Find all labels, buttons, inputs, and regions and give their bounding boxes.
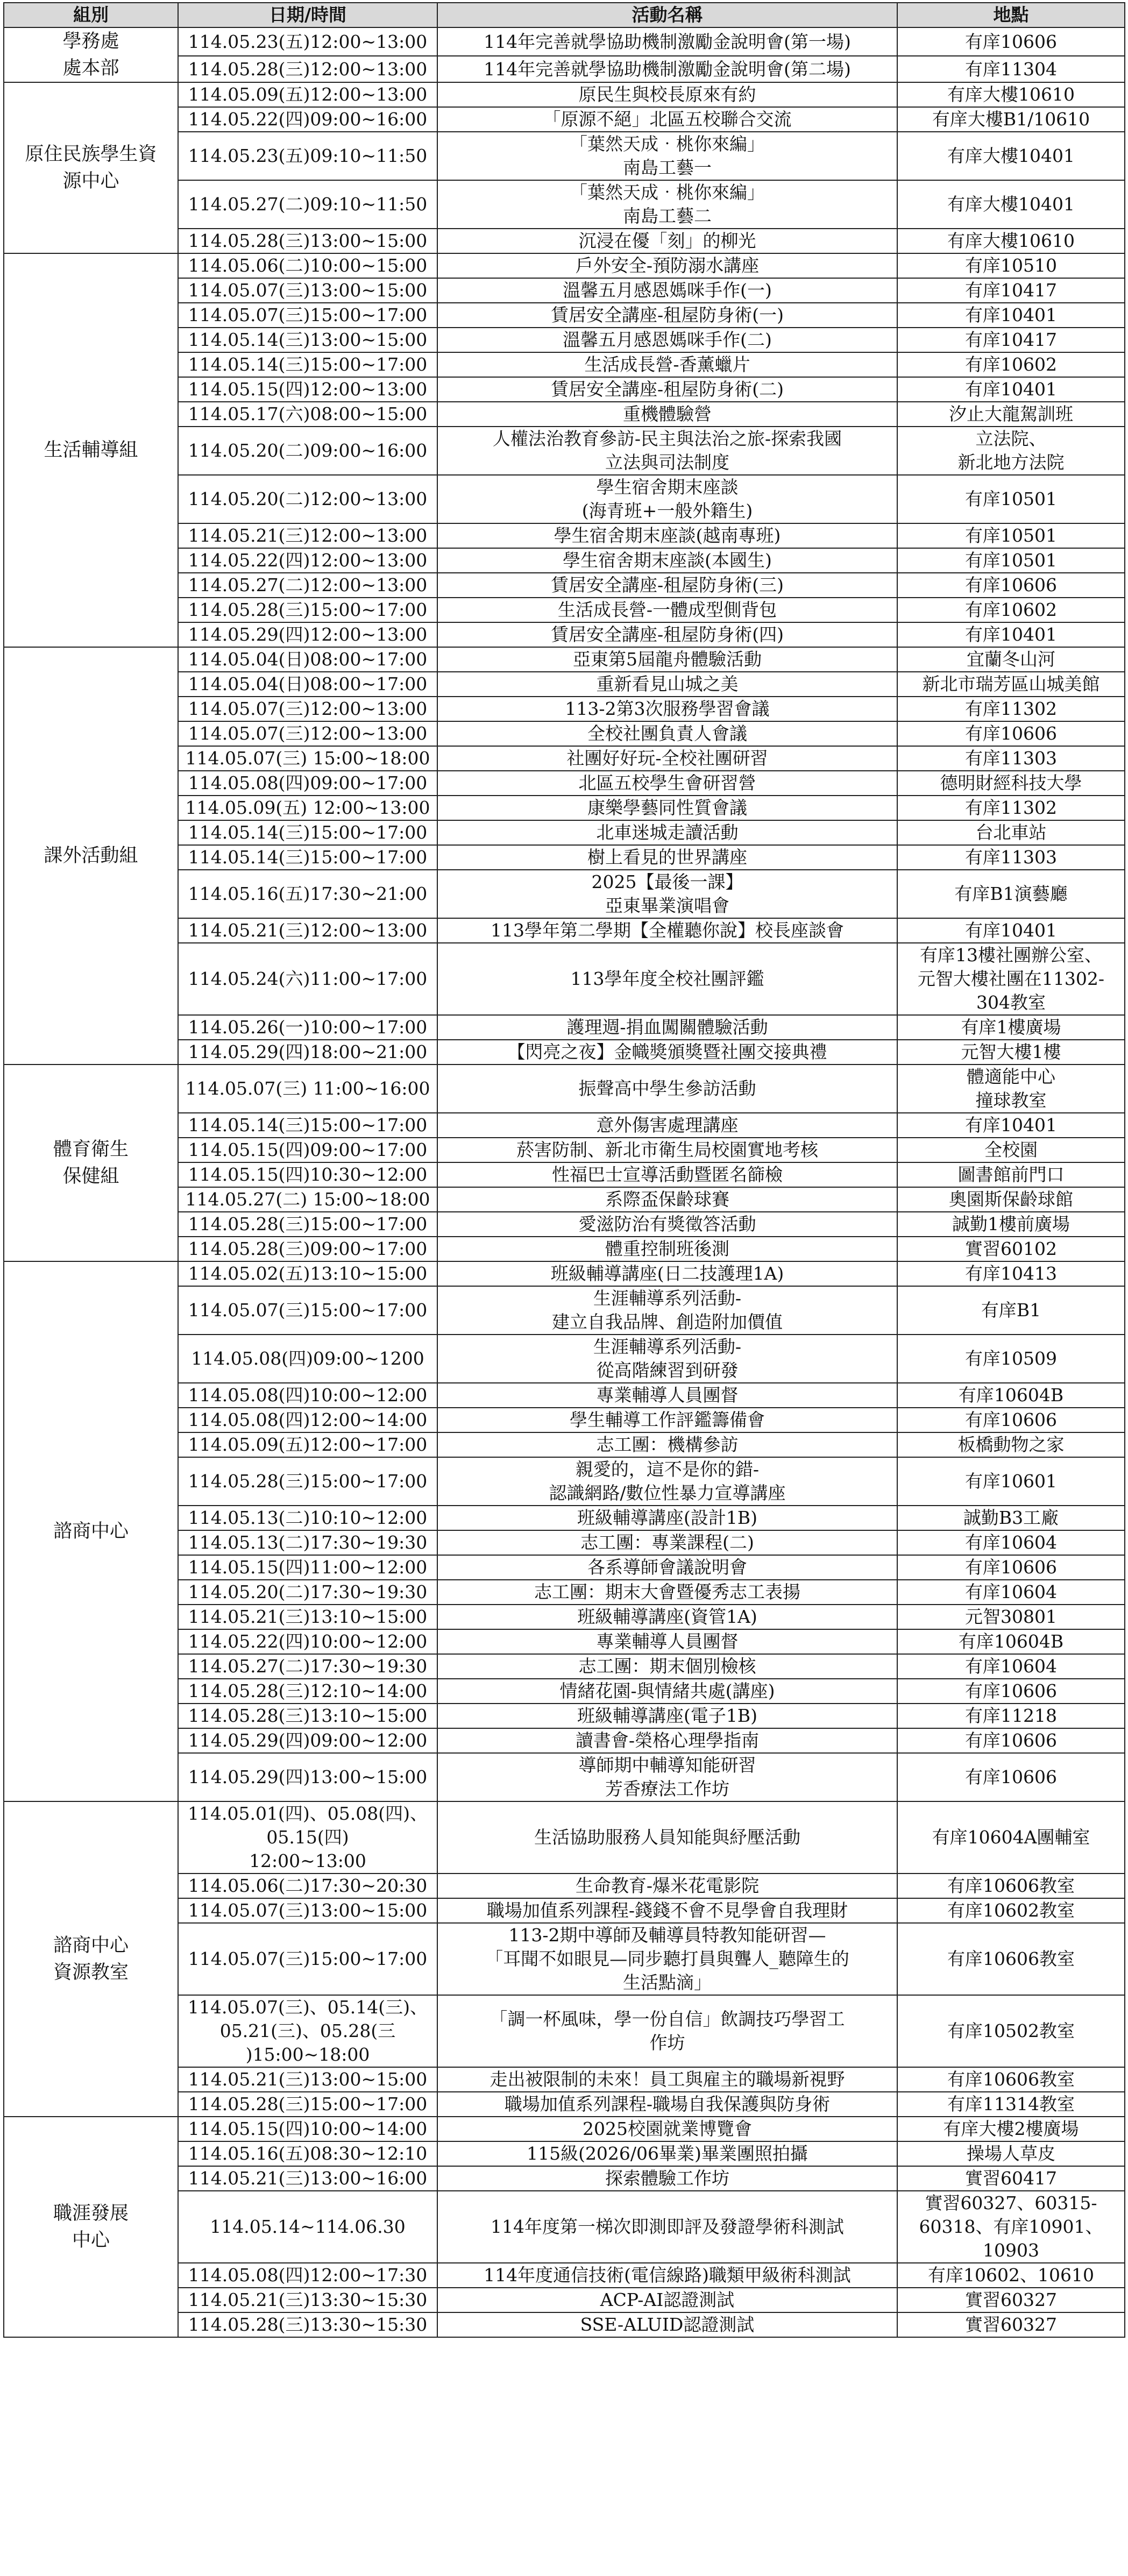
date-time-cell: 114.05.13(二)17:30~19:30 — [178, 1530, 437, 1555]
event-name-cell: 「葉然天成‧桃你來編」 南島工藝二 — [437, 180, 897, 229]
header-location: 地點 — [897, 3, 1125, 27]
event-name-cell: 【閃亮之夜】金幟獎頒獎暨社團交接典禮 — [437, 1040, 897, 1065]
event-name-cell: 各系導師會議說明會 — [437, 1555, 897, 1580]
location-cell: 有庠10604 — [897, 1530, 1125, 1555]
date-time-cell: 114.05.28(三)15:00~17:00 — [178, 2092, 437, 2117]
date-time-cell: 114.05.07(三)13:00~15:00 — [178, 1898, 437, 1923]
date-time-cell: 114.05.16(五)17:30~21:00 — [178, 870, 437, 918]
location-cell: 有庠11302 — [897, 697, 1125, 721]
location-cell: 有庠大樓10401 — [897, 132, 1125, 180]
date-time-cell: 114.05.28(三)15:00~17:00 — [178, 1212, 437, 1237]
date-time-cell: 114.05.29(四)18:00~21:00 — [178, 1040, 437, 1065]
event-name-cell: ACP-AI認證測試 — [437, 2288, 897, 2312]
location-cell: 有庠10602 — [897, 598, 1125, 622]
date-time-cell: 114.05.07(三)、05.14(三)、 05.21(三)、05.28(三 )15:00~18:00 — [178, 1995, 437, 2067]
event-name-cell: 賃居安全講座-租屋防身術(二) — [437, 377, 897, 402]
location-cell: 有庠10413 — [897, 1261, 1125, 1286]
date-time-cell: 114.05.07(三)15:00~17:00 — [178, 303, 437, 328]
event-name-cell: 振聲高中學生參訪活動 — [437, 1065, 897, 1113]
event-name-cell: 113-2期中導師及輔導員特教知能研習— 「耳聞不如眼見—同步聽打員與聾人_聽障生的 生活點滴」 — [437, 1923, 897, 1995]
table-row — [4, 1261, 1125, 1286]
location-cell: 有庠10604 — [897, 1580, 1125, 1605]
date-time-cell: 114.05.07(三) 11:00~16:00 — [178, 1065, 437, 1113]
table-row — [4, 647, 1125, 672]
date-time-cell: 114.05.06(二)10:00~15:00 — [178, 253, 437, 278]
date-time-cell: 114.05.24(六)11:00~17:00 — [178, 943, 437, 1015]
event-name-cell: 親愛的，這不是你的錯- 認識網路/數位性暴力宣導講座 — [437, 1457, 897, 1506]
date-time-cell: 114.05.21(三)12:00~13:00 — [178, 523, 437, 548]
event-name-cell: 生活成長營-一體成型側背包 — [437, 598, 897, 622]
date-time-cell: 114.05.09(五)12:00~13:00 — [178, 82, 437, 107]
location-cell: 有庠10606 — [897, 27, 1125, 56]
date-time-cell: 114.05.29(四)13:00~15:00 — [178, 1753, 437, 1801]
date-time-cell: 114.05.08(四)12:00~17:30 — [178, 2263, 437, 2288]
location-cell: 有庠11218 — [897, 1704, 1125, 1728]
date-time-cell: 114.05.16(五)08:30~12:10 — [178, 2141, 437, 2166]
event-name-cell: 「調一杯風味，學一份自信」飲調技巧學習工 作坊 — [437, 1995, 897, 2067]
date-time-cell: 114.05.20(二)12:00~13:00 — [178, 475, 437, 523]
location-cell: 新北市瑞芳區山城美館 — [897, 672, 1125, 697]
event-name-cell: 班級輔導講座(日二技護理1A) — [437, 1261, 897, 1286]
location-cell: 有庠10606 — [897, 1728, 1125, 1753]
location-cell: 有庠10606 — [897, 1753, 1125, 1801]
date-time-cell: 114.05.27(二)17:30~19:30 — [178, 1654, 437, 1679]
location-cell: 有庠10401 — [897, 622, 1125, 647]
event-name-cell: 溫馨五月感恩媽咪手作(二) — [437, 328, 897, 352]
date-time-cell: 114.05.04(日)08:00~17:00 — [178, 672, 437, 697]
event-name-cell: 讀書會-榮格心理學指南 — [437, 1728, 897, 1753]
date-time-cell: 114.05.08(四)12:00~14:00 — [178, 1408, 437, 1432]
table-row — [4, 1801, 1125, 1874]
event-name-cell: 專業輔導人員團督 — [437, 1383, 897, 1408]
event-name-cell: 走出被限制的未來！員工與雇主的職場新視野 — [437, 2067, 897, 2092]
date-time-cell: 114.05.15(四)09:00~17:00 — [178, 1138, 437, 1162]
location-cell: 立法院、 新北地方法院 — [897, 427, 1125, 475]
date-time-cell: 114.05.09(五) 12:00~13:00 — [178, 796, 437, 820]
event-name-cell: 護理週-捐血闖關體驗活動 — [437, 1015, 897, 1040]
date-time-cell: 114.05.07(三)12:00~13:00 — [178, 697, 437, 721]
date-time-cell: 114.05.21(三)13:00~15:00 — [178, 2067, 437, 2092]
location-cell: 有庠10502教室 — [897, 1995, 1125, 2067]
date-time-cell: 114.05.14~114.06.30 — [178, 2191, 437, 2263]
date-time-cell: 114.05.07(三)15:00~17:00 — [178, 1923, 437, 1995]
event-name-cell: 意外傷害處理講座 — [437, 1113, 897, 1138]
date-time-cell: 114.05.14(三)13:00~15:00 — [178, 328, 437, 352]
event-name-cell: 情緒花園-與情緒共處(講座) — [437, 1679, 897, 1704]
table-body — [4, 27, 1125, 2337]
date-time-cell: 114.05.06(二)17:30~20:30 — [178, 1874, 437, 1898]
location-cell: 有庠10606 — [897, 1679, 1125, 1704]
location-cell: 有庠10604A團輔室 — [897, 1801, 1125, 1874]
group-name-cell: 諮商中心 資源教室 — [4, 1801, 178, 2117]
date-time-cell: 114.05.08(四)09:00~1200 — [178, 1335, 437, 1383]
location-cell: 有庠10401 — [897, 303, 1125, 328]
location-cell: 有庠10602 — [897, 352, 1125, 377]
event-name-cell: 系際盃保齡球賽 — [437, 1187, 897, 1212]
date-time-cell: 114.05.29(四)09:00~12:00 — [178, 1728, 437, 1753]
event-name-cell: 導師期中輔導知能研習 芳香療法工作坊 — [437, 1753, 897, 1801]
table-row — [4, 253, 1125, 278]
date-time-cell: 114.05.08(四)09:00~17:00 — [178, 771, 437, 796]
group-name-cell: 學務處 處本部 — [4, 27, 178, 82]
date-time-cell: 114.05.07(三)13:00~15:00 — [178, 278, 437, 303]
event-name-cell: 樹上看見的世界講座 — [437, 845, 897, 870]
location-cell: 有庠1樓廣場 — [897, 1015, 1125, 1040]
event-name-cell: 賃居安全講座-租屋防身術(四) — [437, 622, 897, 647]
date-time-cell: 114.05.20(二)09:00~16:00 — [178, 427, 437, 475]
event-name-cell: 職場加值系列課程-職場自我保護與防身術 — [437, 2092, 897, 2117]
location-cell: 汐止大龍駕訓班 — [897, 402, 1125, 427]
location-cell: 有庠10417 — [897, 328, 1125, 352]
event-name-cell: 生活協助服務人員知能與紓壓活動 — [437, 1801, 897, 1874]
location-cell: 有庠10606 — [897, 721, 1125, 746]
date-time-cell: 114.05.14(三)15:00~17:00 — [178, 1113, 437, 1138]
location-cell: 宜蘭冬山河 — [897, 647, 1125, 672]
date-time-cell: 114.05.20(二)17:30~19:30 — [178, 1580, 437, 1605]
event-name-cell: 學生宿舍期末座談 (海青班+一般外籍生) — [437, 475, 897, 523]
location-cell: 板橋動物之家 — [897, 1432, 1125, 1457]
location-cell: 有庠10510 — [897, 253, 1125, 278]
date-time-cell: 114.05.27(二) 15:00~18:00 — [178, 1187, 437, 1212]
location-cell: 有庠10509 — [897, 1335, 1125, 1383]
group-name-cell: 諮商中心 — [4, 1261, 178, 1801]
date-time-cell: 114.05.26(一)10:00~17:00 — [178, 1015, 437, 1040]
event-name-cell: 114年度通信技術(電信線路)職類甲級術科測試 — [437, 2263, 897, 2288]
event-name-cell: 賃居安全講座-租屋防身術(一) — [437, 303, 897, 328]
date-time-cell: 114.05.14(三)15:00~17:00 — [178, 352, 437, 377]
date-time-cell: 114.05.15(四)10:00~14:00 — [178, 2117, 437, 2141]
event-name-cell: 2025校園就業博覽會 — [437, 2117, 897, 2141]
location-cell: 有庠10401 — [897, 1113, 1125, 1138]
event-name-cell: 康樂學藝同性質會議 — [437, 796, 897, 820]
date-time-cell: 114.05.28(三)13:10~15:00 — [178, 1704, 437, 1728]
date-time-cell: 114.05.09(五)12:00~17:00 — [178, 1432, 437, 1457]
date-time-cell: 114.05.29(四)12:00~13:00 — [178, 622, 437, 647]
location-cell: 有庠10601 — [897, 1457, 1125, 1506]
header-row — [4, 3, 1125, 27]
location-cell: 有庠10604 — [897, 1654, 1125, 1679]
header-event-name: 活動名稱 — [437, 3, 897, 27]
location-cell: 實習60102 — [897, 1237, 1125, 1261]
table-row — [4, 2117, 1125, 2141]
event-name-cell: 北車迷城走讀活動 — [437, 820, 897, 845]
location-cell: 元智30801 — [897, 1605, 1125, 1629]
event-name-cell: 生涯輔導系列活動- 從高階練習到研發 — [437, 1335, 897, 1383]
location-cell: 誠勤B3工廠 — [897, 1506, 1125, 1530]
location-cell: 奧園斯保齡球館 — [897, 1187, 1125, 1212]
location-cell: 有庠11302 — [897, 796, 1125, 820]
event-name-cell: 志工團：期末個別檢核 — [437, 1654, 897, 1679]
location-cell: 有庠11303 — [897, 746, 1125, 771]
location-cell: 德明財經科技大學 — [897, 771, 1125, 796]
date-time-cell: 114.05.28(三)15:00~17:00 — [178, 598, 437, 622]
event-name-cell: 戶外安全-預防溺水講座 — [437, 253, 897, 278]
date-time-cell: 114.05.02(五)13:10~15:00 — [178, 1261, 437, 1286]
date-time-cell: 114.05.15(四)12:00~13:00 — [178, 377, 437, 402]
date-time-cell: 114.05.22(四)09:00~16:00 — [178, 107, 437, 132]
table-row — [4, 27, 1125, 56]
location-cell: 有庠10401 — [897, 918, 1125, 943]
event-name-cell: 社團好好玩-全校社團研習 — [437, 746, 897, 771]
location-cell: 有庠10606教室 — [897, 2067, 1125, 2092]
location-cell: 有庠10604B — [897, 1629, 1125, 1654]
location-cell: 台北車站 — [897, 820, 1125, 845]
location-cell: 誠勤1樓前廣場 — [897, 1212, 1125, 1237]
date-time-cell: 114.05.22(四)10:00~12:00 — [178, 1629, 437, 1654]
location-cell: 有庠10602、10610 — [897, 2263, 1125, 2288]
location-cell: 有庠10501 — [897, 475, 1125, 523]
date-time-cell: 114.05.17(六)08:00~15:00 — [178, 402, 437, 427]
date-time-cell: 114.05.23(五)09:10~11:50 — [178, 132, 437, 180]
location-cell: 有庠10606 — [897, 1555, 1125, 1580]
group-name-cell: 體育衛生 保健組 — [4, 1065, 178, 1261]
location-cell: 有庠10401 — [897, 377, 1125, 402]
date-time-cell: 114.05.28(三)13:00~15:00 — [178, 229, 437, 253]
date-time-cell: 114.05.21(三)12:00~13:00 — [178, 918, 437, 943]
table-row — [4, 82, 1125, 107]
location-cell: 有庠B1 — [897, 1286, 1125, 1335]
location-cell: 有庠大樓10610 — [897, 229, 1125, 253]
location-cell: 有庠10604B — [897, 1383, 1125, 1408]
location-cell: 有庠13樓社團辦公室、 元智大樓社團在11302- 304教室 — [897, 943, 1125, 1015]
event-name-cell: 志工團：期末大會暨優秀志工表揚 — [437, 1580, 897, 1605]
event-name-cell: 生活成長營-香薰蠟片 — [437, 352, 897, 377]
location-cell: 有庠11303 — [897, 845, 1125, 870]
location-cell: 有庠大樓B1/10610 — [897, 107, 1125, 132]
date-time-cell: 114.05.21(三)13:30~15:30 — [178, 2288, 437, 2312]
event-name-cell: SSE-ALUID認證測試 — [437, 2312, 897, 2337]
event-name-cell: 「原源不絕」北區五校聯合交流 — [437, 107, 897, 132]
header-group: 組別 — [4, 3, 178, 27]
date-time-cell: 114.05.28(三)12:10~14:00 — [178, 1679, 437, 1704]
event-name-cell: 志工團：機構參訪 — [437, 1432, 897, 1457]
event-name-cell: 學生宿舍期末座談(本國生) — [437, 548, 897, 573]
date-time-cell: 114.05.22(四)12:00~13:00 — [178, 548, 437, 573]
date-time-cell: 114.05.23(五)12:00~13:00 — [178, 27, 437, 56]
event-name-cell: 探索體驗工作坊 — [437, 2166, 897, 2191]
location-cell: 元智大樓1樓 — [897, 1040, 1125, 1065]
event-name-cell: 生命教育-爆米花電影院 — [437, 1874, 897, 1898]
date-time-cell: 114.05.15(四)11:00~12:00 — [178, 1555, 437, 1580]
event-name-cell: 菸害防制、新北市衛生局校園實地考核 — [437, 1138, 897, 1162]
event-name-cell: 班級輔導講座(資管1A) — [437, 1605, 897, 1629]
location-cell: 操場人草皮 — [897, 2141, 1125, 2166]
location-cell: 有庠10606教室 — [897, 1874, 1125, 1898]
event-name-cell: 2025【最後一課】 亞東畢業演唱會 — [437, 870, 897, 918]
event-name-cell: 性福巴士宣導活動暨匿名篩檢 — [437, 1162, 897, 1187]
date-time-cell: 114.05.27(二)12:00~13:00 — [178, 573, 437, 598]
location-cell: 圖書館前門口 — [897, 1162, 1125, 1187]
table-header — [4, 3, 1125, 27]
event-name-cell: 人權法治教育參訪-民主與法治之旅-探索我國 立法與司法制度 — [437, 427, 897, 475]
date-time-cell: 114.05.21(三)13:00~16:00 — [178, 2166, 437, 2191]
event-name-cell: 重機體驗營 — [437, 402, 897, 427]
location-cell: 有庠大樓2樓廣場 — [897, 2117, 1125, 2141]
event-name-cell: 114年度第一梯次即測即評及發證學術科測試 — [437, 2191, 897, 2263]
location-cell: 有庠10417 — [897, 278, 1125, 303]
location-cell: 實習60327、60315- 60318、有庠10901、 10903 — [897, 2191, 1125, 2263]
group-name-cell: 職涯發展 中心 — [4, 2117, 178, 2337]
event-name-cell: 113-2第3次服務學習會議 — [437, 697, 897, 721]
table-row — [4, 1065, 1125, 1113]
event-name-cell: 全校社團負責人會議 — [437, 721, 897, 746]
date-time-cell: 114.05.01(四)、05.08(四)、 05.15(四) 12:00~13:00 — [178, 1801, 437, 1874]
header-date-time: 日期/時間 — [178, 3, 437, 27]
event-name-cell: 體重控制班後測 — [437, 1237, 897, 1261]
location-cell: 有庠10501 — [897, 548, 1125, 573]
date-time-cell: 114.05.14(三)15:00~17:00 — [178, 845, 437, 870]
date-time-cell: 114.05.07(三)12:00~13:00 — [178, 721, 437, 746]
event-name-cell: 114年完善就學協助機制激勵金說明會(第二場) — [437, 56, 897, 82]
location-cell: 有庠10606 — [897, 1408, 1125, 1432]
location-cell: 有庠11314教室 — [897, 2092, 1125, 2117]
group-name-cell: 生活輔導組 — [4, 253, 178, 647]
location-cell: 有庠大樓10401 — [897, 180, 1125, 229]
location-cell: 全校園 — [897, 1138, 1125, 1162]
location-cell: 體適能中心 撞球教室 — [897, 1065, 1125, 1113]
location-cell: 有庠B1演藝廳 — [897, 870, 1125, 918]
event-name-cell: 班級輔導講座(設計1B) — [437, 1506, 897, 1530]
group-name-cell: 原住民族學生資 源中心 — [4, 82, 178, 253]
date-time-cell: 114.05.04(日)08:00~17:00 — [178, 647, 437, 672]
event-name-cell: 重新看見山城之美 — [437, 672, 897, 697]
event-name-cell: 專業輔導人員團督 — [437, 1629, 897, 1654]
date-time-cell: 114.05.21(三)13:10~15:00 — [178, 1605, 437, 1629]
event-name-cell: 「葉然天成‧桃你來編」 南島工藝一 — [437, 132, 897, 180]
date-time-cell: 114.05.07(三) 15:00~18:00 — [178, 746, 437, 771]
date-time-cell: 114.05.07(三)15:00~17:00 — [178, 1286, 437, 1335]
location-cell: 實習60327 — [897, 2288, 1125, 2312]
date-time-cell: 114.05.28(三)12:00~13:00 — [178, 56, 437, 82]
location-cell: 有庠大樓10610 — [897, 82, 1125, 107]
event-name-cell: 賃居安全講座-租屋防身術(三) — [437, 573, 897, 598]
date-time-cell: 114.05.13(二)10:10~12:00 — [178, 1506, 437, 1530]
activity-schedule-table — [3, 2, 1125, 2338]
location-cell: 實習60327 — [897, 2312, 1125, 2337]
date-time-cell: 114.05.28(三)09:00~17:00 — [178, 1237, 437, 1261]
event-name-cell: 學生宿舍期末座談(越南專班) — [437, 523, 897, 548]
date-time-cell: 114.05.28(三)13:30~15:30 — [178, 2312, 437, 2337]
event-name-cell: 愛滋防治有獎徵答活動 — [437, 1212, 897, 1237]
location-cell: 有庠11304 — [897, 56, 1125, 82]
event-name-cell: 沉浸在優「刻」的柳光 — [437, 229, 897, 253]
date-time-cell: 114.05.28(三)15:00~17:00 — [178, 1457, 437, 1506]
event-name-cell: 亞東第5屆龍舟體驗活動 — [437, 647, 897, 672]
date-time-cell: 114.05.27(二)09:10~11:50 — [178, 180, 437, 229]
location-cell: 有庠10602教室 — [897, 1898, 1125, 1923]
date-time-cell: 114.05.08(四)10:00~12:00 — [178, 1383, 437, 1408]
location-cell: 有庠10606 — [897, 573, 1125, 598]
event-name-cell: 原民生與校長原來有約 — [437, 82, 897, 107]
event-name-cell: 北區五校學生會研習營 — [437, 771, 897, 796]
event-name-cell: 114年完善就學協助機制激勵金說明會(第一場) — [437, 27, 897, 56]
location-cell: 實習60417 — [897, 2166, 1125, 2191]
date-time-cell: 114.05.15(四)10:30~12:00 — [178, 1162, 437, 1187]
event-name-cell: 職場加值系列課程-錢錢不會不見學會自我理財 — [437, 1898, 897, 1923]
event-name-cell: 生涯輔導系列活動- 建立自我品牌、創造附加價值 — [437, 1286, 897, 1335]
group-name-cell: 課外活動組 — [4, 647, 178, 1065]
event-name-cell: 志工團：專業課程(二) — [437, 1530, 897, 1555]
event-name-cell: 113學年第二學期【全權聽你說】校長座談會 — [437, 918, 897, 943]
location-cell: 有庠10606教室 — [897, 1923, 1125, 1995]
event-name-cell: 115級(2026/06畢業)畢業團照拍攝 — [437, 2141, 897, 2166]
event-name-cell: 學生輔導工作評鑑籌備會 — [437, 1408, 897, 1432]
event-name-cell: 班級輔導講座(電子1B) — [437, 1704, 897, 1728]
event-name-cell: 溫馨五月感恩媽咪手作(一) — [437, 278, 897, 303]
event-name-cell: 113學年度全校社團評鑑 — [437, 943, 897, 1015]
location-cell: 有庠10501 — [897, 523, 1125, 548]
date-time-cell: 114.05.14(三)15:00~17:00 — [178, 820, 437, 845]
